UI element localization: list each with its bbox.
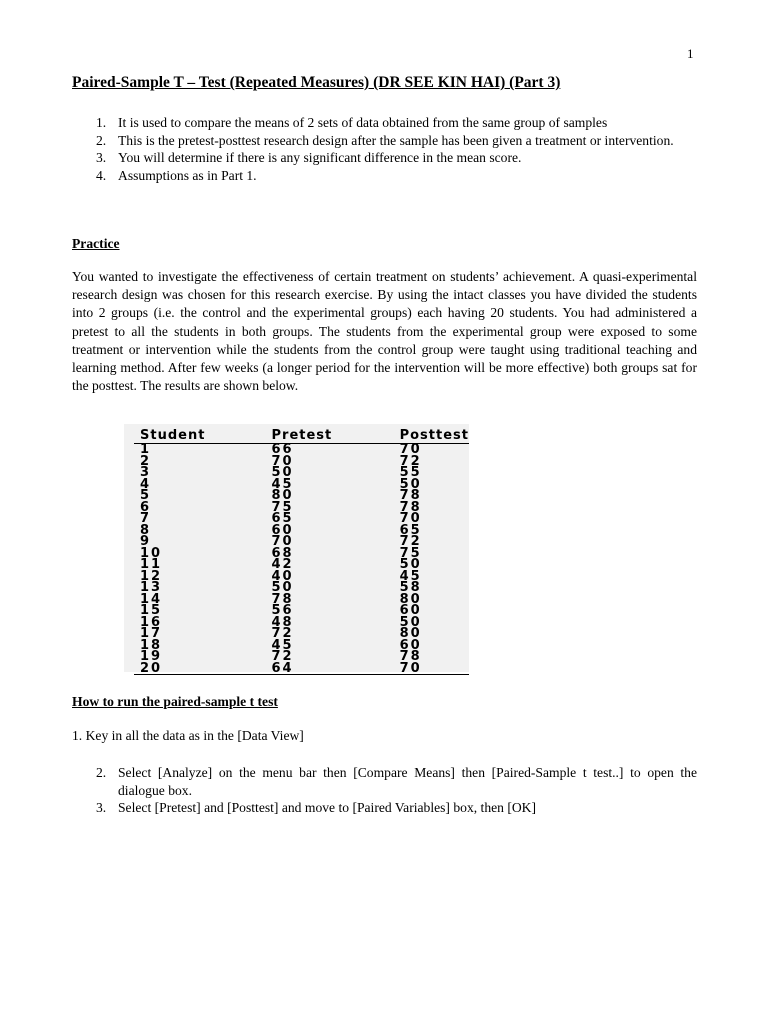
data-table-image: [124, 424, 469, 676]
cell-pretest: 68: [271, 545, 294, 561]
cell-posttest: 80: [399, 591, 422, 607]
cell-student: 6: [140, 499, 152, 515]
cell-pretest: 50: [271, 580, 294, 595]
cell-pretest: 60: [271, 522, 294, 538]
list-item: [72, 167, 697, 185]
list-item: [72, 114, 697, 132]
cell-posttest: 60: [399, 637, 422, 653]
table-body: [134, 444, 469, 675]
cell-student: 5: [140, 488, 152, 503]
column-header-pretest: Pretest: [250, 428, 374, 444]
cell-pretest: 72: [271, 626, 294, 641]
how-to-heading: How to run the paired-sample t test: [72, 694, 278, 709]
cell-student: 19: [140, 649, 163, 664]
cell-pretest: 70: [271, 453, 294, 469]
practice-paragraph: You wanted to investigate the effectiveness of certain treatment on students’ achievement. A quasi-experimental research design was chosen for this research exercise. By using the intact classes you have divided the students into 2 groups (i.e. the control and the experimental groups) each having 20 students. You had administered a pretest to all the students in both groups. The students from the experimental group were exposed to some treatment or intervention while the students from the control group were taught using traditional teaching and learning method. After few weeks (a longer period for the intervention will be more effective) both groups sat for the posttest. The results are shown below.: [72, 269, 697, 394]
table-row: [134, 663, 469, 675]
cell-posttest: 70: [399, 442, 422, 457]
cell-student: 1: [140, 442, 152, 457]
list-item: [72, 149, 697, 167]
cell-posttest: 45: [399, 568, 422, 584]
cell-posttest: 55: [399, 465, 422, 480]
practice-heading: Practice: [72, 236, 120, 251]
cell-student: 11: [140, 557, 163, 572]
list-text: You will determine if there is any significant difference in the mean score.: [118, 150, 522, 165]
list-number: 2.: [96, 132, 107, 148]
steps-list: [72, 764, 697, 817]
cell-student: 9: [140, 534, 152, 549]
list-number: 4.: [96, 167, 107, 183]
cell-pretest: 80: [271, 488, 294, 503]
cell-student: 13: [140, 580, 163, 595]
list-number: 1.: [96, 115, 107, 130]
cell-student: 18: [140, 637, 163, 653]
cell-posttest: 58: [399, 580, 422, 595]
cell-posttest: 50: [399, 557, 422, 572]
cell-student: 4: [140, 476, 152, 492]
list-text: This is the pretest-posttest research design after the sample has been given a treatment or intervention.: [118, 132, 674, 148]
cell-pretest: 50: [271, 465, 294, 480]
cell-pretest: 78: [271, 591, 294, 607]
page-number: 1: [687, 46, 694, 61]
list-number: 3.: [96, 150, 107, 165]
cell-posttest: 80: [399, 626, 422, 641]
list-text: It is used to compare the means of 2 sets of data obtained from the same group of samples: [118, 115, 608, 130]
cell-student: 10: [140, 545, 163, 561]
cell-student: 16: [140, 614, 163, 630]
cell-student: 17: [140, 626, 163, 641]
intro-list: [72, 114, 697, 184]
list-text: Select [Pretest] and [Posttest] and move to [Paired Variables] box, then [OK]: [118, 800, 537, 815]
list-item: [72, 799, 697, 817]
cell-student: 8: [140, 522, 152, 538]
cell-posttest: 78: [399, 499, 422, 515]
cell-pretest: 56: [271, 603, 294, 618]
cell-pretest: 66: [271, 442, 294, 457]
cell-posttest: 70: [399, 511, 422, 526]
cell-posttest: 50: [399, 476, 422, 492]
cell-posttest: 50: [399, 614, 422, 630]
cell-posttest: 65: [399, 522, 422, 538]
cell-pretest: 45: [271, 476, 294, 492]
column-header-posttest: Posttest: [374, 428, 469, 444]
list-text: Assumptions as in Part 1.: [118, 167, 257, 183]
cell-pretest: 72: [271, 649, 294, 664]
cell-student: 7: [140, 511, 152, 526]
cell-posttest: 70: [374, 663, 469, 675]
cell-posttest: 75: [399, 545, 422, 561]
cell-posttest: 72: [399, 534, 422, 549]
cell-posttest: 78: [399, 488, 422, 503]
list-number: 2.: [96, 765, 107, 780]
cell-pretest: 65: [271, 511, 294, 526]
cell-pretest: 45: [271, 637, 294, 653]
step-1: 1. Key in all the data as in the [Data View]: [72, 728, 304, 743]
cell-student: 12: [140, 568, 163, 584]
cell-posttest: 78: [399, 649, 422, 664]
cell-student: 15: [140, 603, 163, 618]
cell-pretest: 75: [271, 499, 294, 515]
list-text: Select [Analyze] on the menu bar then [Compare Means] then [Paired-Sample t test..] to open the dialogue box.: [118, 765, 697, 798]
cell-posttest: 60: [399, 603, 422, 618]
cell-pretest: 70: [271, 534, 294, 549]
cell-student: 2: [140, 453, 152, 469]
list-item: [72, 132, 697, 150]
cell-pretest: 64: [250, 663, 374, 675]
cell-student: 20: [134, 663, 250, 675]
cell-pretest: 42: [271, 557, 294, 572]
cell-student: 14: [140, 591, 163, 607]
cell-pretest: 40: [271, 568, 294, 584]
cell-student: 3: [140, 465, 152, 480]
column-header-student: Student: [134, 428, 250, 444]
document-title: Paired-Sample T – Test (Repeated Measures) (DR SEE KIN HAI) (Part 3): [72, 74, 561, 91]
cell-pretest: 48: [271, 614, 294, 630]
data-table: [134, 428, 469, 675]
cell-posttest: 72: [399, 453, 422, 469]
list-number: 3.: [96, 800, 107, 815]
list-item: [72, 764, 697, 799]
